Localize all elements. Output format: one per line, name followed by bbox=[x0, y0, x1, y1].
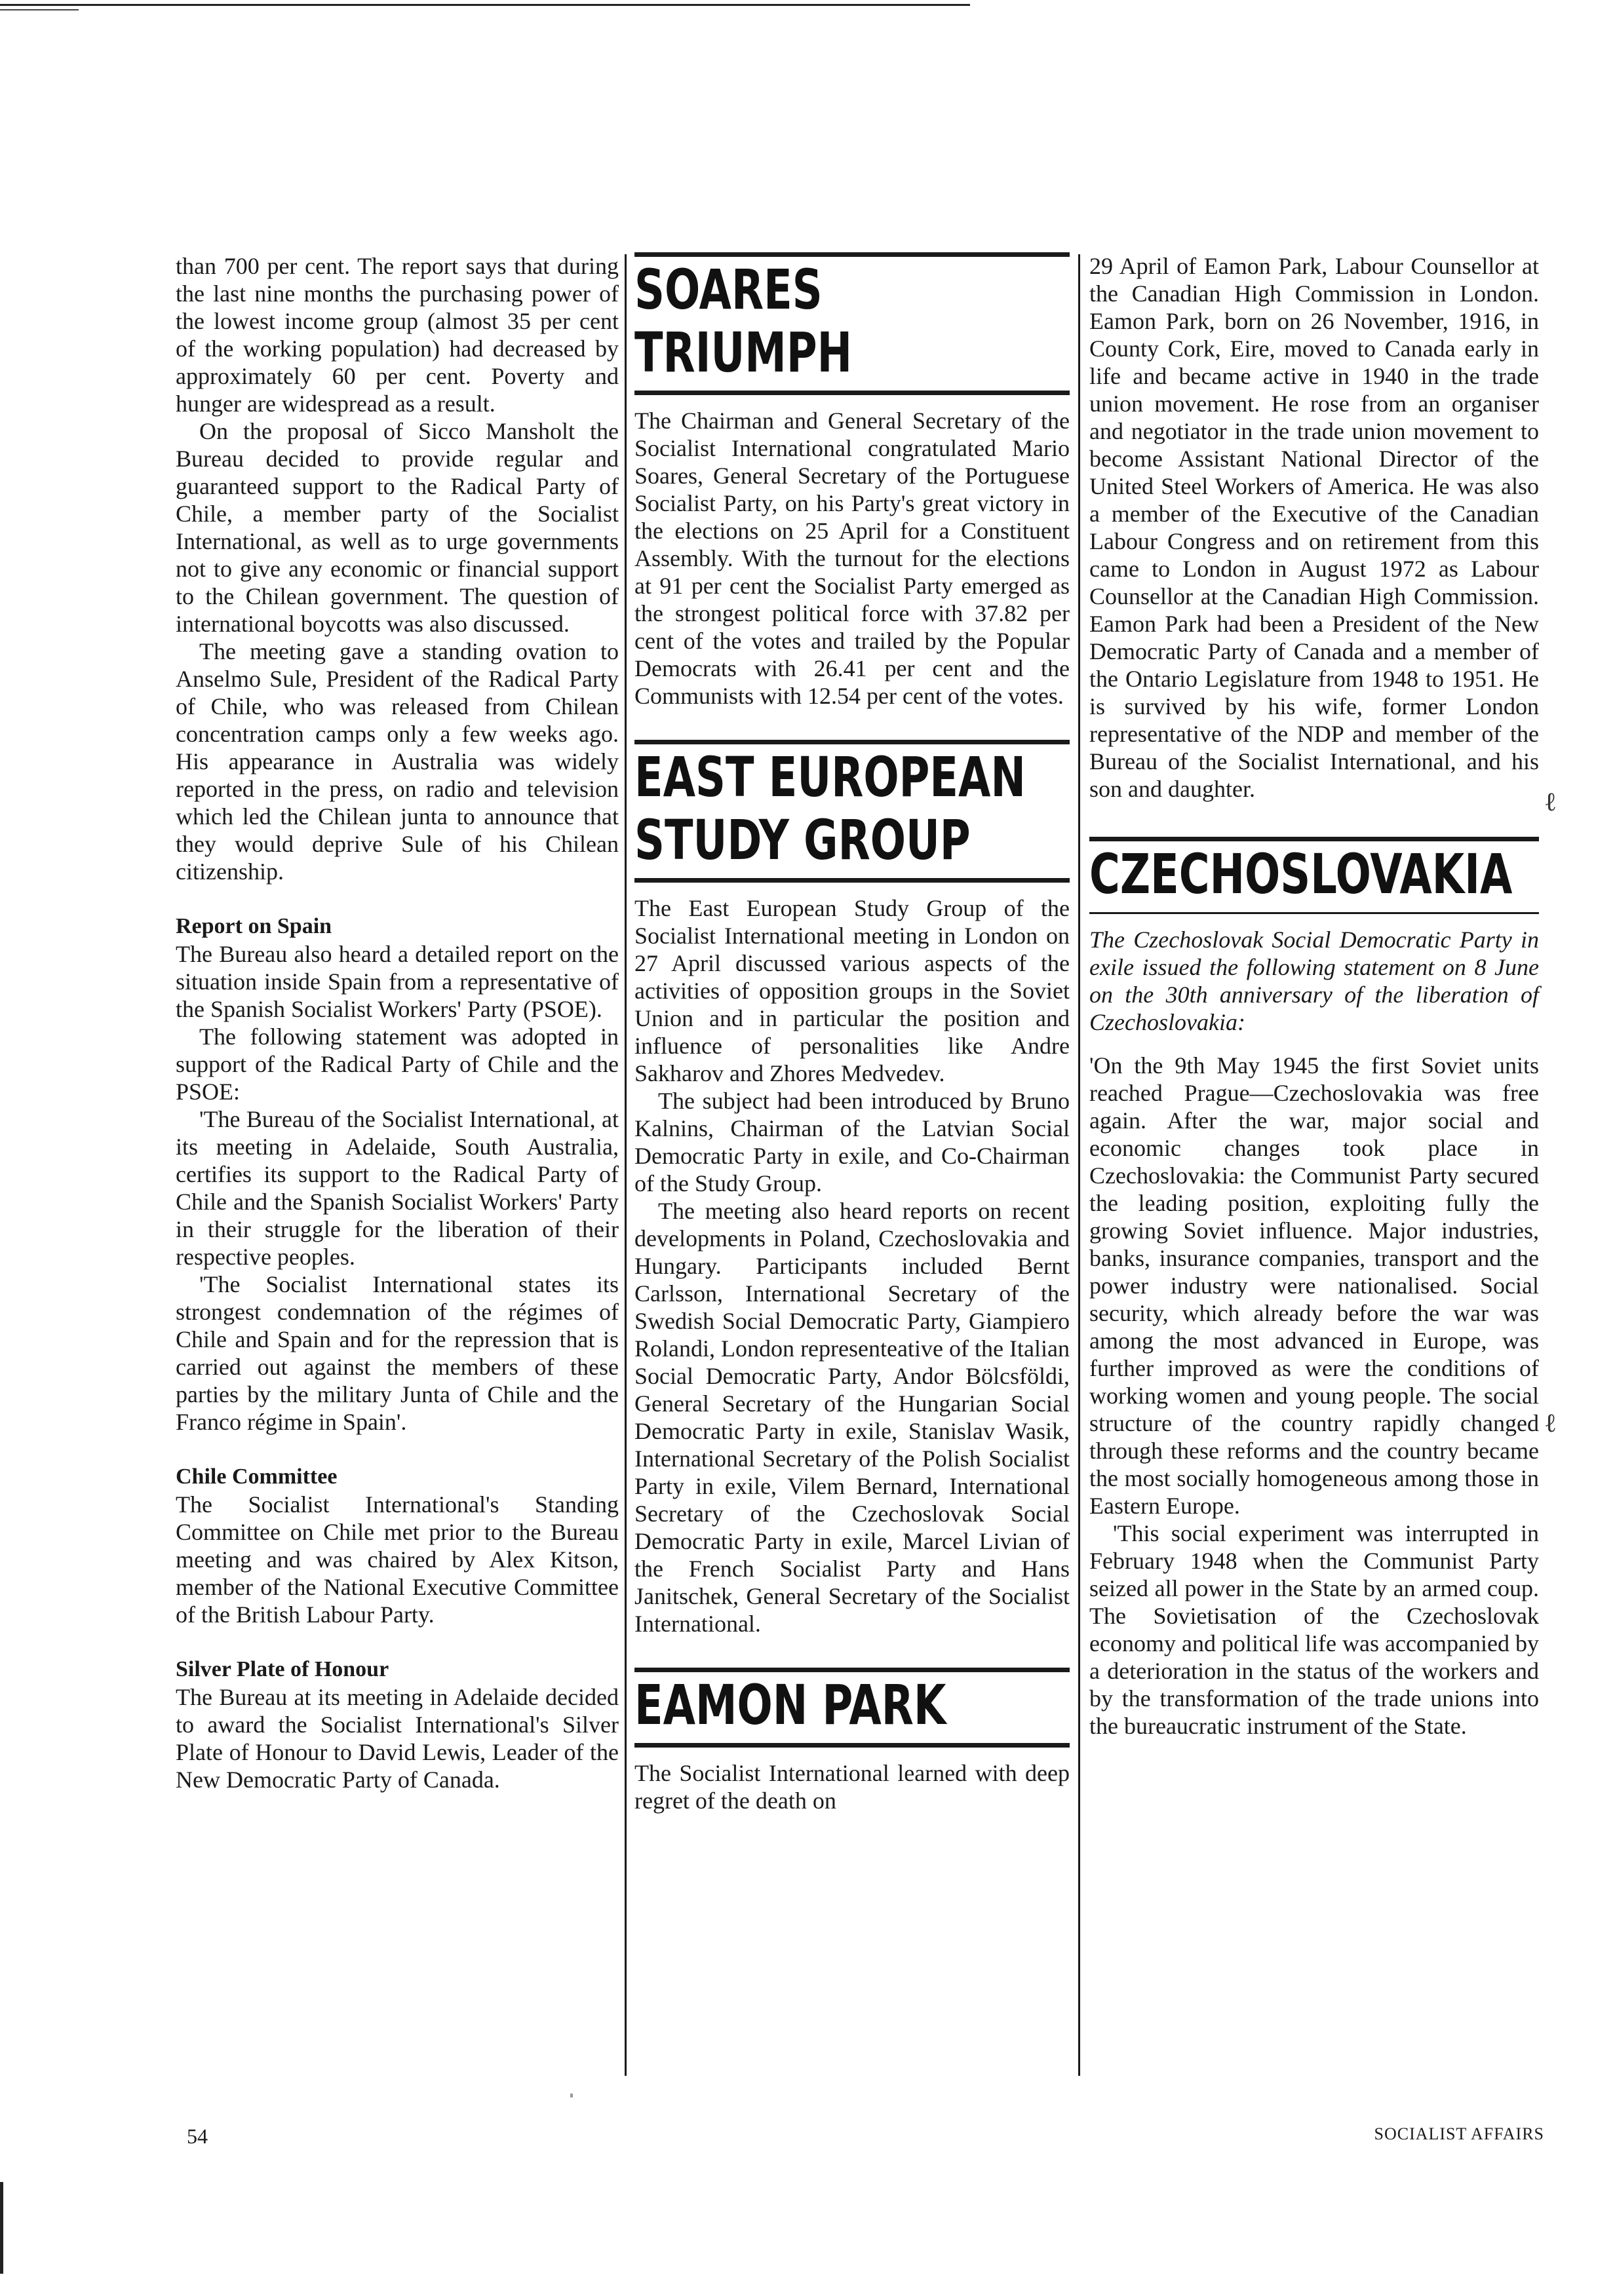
article-header-eamon-park bbox=[634, 1668, 1070, 1748]
margin-annotation-mark: ℓ bbox=[1546, 1408, 1555, 1438]
scan-speck bbox=[570, 2094, 573, 2097]
headline-rule-top bbox=[634, 740, 1070, 744]
article-header-czechoslovakia bbox=[1089, 837, 1539, 914]
headline-east-european-line2: STUDY GROUP bbox=[634, 808, 971, 872]
body-paragraph: The following statement was adopted in support of the Radical Party of Chile and the PSOE: bbox=[176, 1024, 619, 1105]
quoted-statement: 'This social experiment was interrupted in February 1948 when the Communist Party seized all power in the State by an armed coup. The Sovietisation of the Czechoslovak economy and political life was accompanied by a deterioration in the status of the workers and by the transformation of the trade unions into the bureaucratic instrument of the State. bbox=[1089, 1520, 1539, 1739]
margin-annotation-mark: ℓ bbox=[1546, 787, 1555, 816]
quoted-statement: 'The Bureau of the Socialist International, at its meeting in Adelaide, South Australia, certifies its support to the Radical Party of Chile and the Spanish Socialist Workers' Party in their struggle for the liberation of their respective peoples. bbox=[176, 1106, 619, 1270]
headline-rule-bottom bbox=[634, 391, 1070, 395]
body-paragraph: The East European Study Group of the Socialist International meeting in London on 27 April discussed various aspects of the activities of opposition groups in the Soviet Union and in particular the position and influence of personalities like Andre Sakharov and Zhores Medvedev. bbox=[634, 895, 1070, 1086]
body-paragraph: The meeting also heard reports on recent developments in Poland, Czechoslovakia and Hungary. Participants included Bernt Carlsson, International Secretary of the Swedish Social Democratic Party, Giampiero Rolandi, London representeative of the Italian Social Democratic Party, Andor Bölcsföldi, General Secretary of the Hungarian Social Democratic Party in exile, Stanislav Wasik, International Secretary of the Polish Socialist Party in exile, Vilem Bernard, International Secretary of the Czechoslovak Social Democratic Party in exile, Marcel Livian of the French Socialist Party and Hans Janitschek, General Secretary of the Socialist International. bbox=[634, 1198, 1070, 1637]
body-paragraph: The Bureau at its meeting in Adelaide decided to award the Socialist International's Silver Plate of Honour to David Lewis, Leader of the New Democratic Party of Canada. bbox=[176, 1684, 619, 1793]
page-number: 54 bbox=[187, 2124, 208, 2148]
scan-edge-mark bbox=[0, 2182, 3, 2274]
headline-rule-bottom bbox=[634, 1743, 1070, 1748]
column-right bbox=[1089, 252, 1539, 1740]
subheading-silver-plate: Silver Plate of Honour bbox=[176, 1657, 389, 1681]
scan-edge-line bbox=[0, 4, 970, 6]
body-paragraph: On the proposal of Sicco Mansholt the Bureau decided to provide regular and guaranteed support to the Radical Party of Chile, a member party of the Socialist International, as well as to urge governments not to give any economic or financial support to the Chilean government. The question of international boycotts was also discussed. bbox=[176, 418, 619, 637]
column-middle bbox=[634, 252, 1070, 1814]
body-paragraph: The subject had been introduced by Bruno Kalnins, Chairman of the Latvian Social Democratic Party in exile, and Co-Chairman of the Study Group. bbox=[634, 1088, 1070, 1196]
body-paragraph: 29 April of Eamon Park, Labour Counsellor at the Canadian High Commission in London. Eamon Park, born on 26 November, 1916, in County Cork, Eire, moved to Canada early in life and became active in 1940 in the trade union movement. He rose from an organiser and negotiator in the trade union movement to become Assistant National Director of the United Steel Workers of America. He was also a member of the Executive of the Canadian Labour Congress and on retirement from this came to London in August 1972 as Labour Counsellor at the Canadian High Commission. Eamon Park had been a President of the New Democratic Party of Canada and a member of the Ontario Legislature from 1948 to 1951. He is survived by his wife, former London representative of the NDP and member of the Bureau of the Socialist International, and his son and daughter. bbox=[1089, 253, 1539, 802]
headline-rule-top bbox=[1089, 837, 1539, 841]
column-divider-1 bbox=[625, 254, 627, 2076]
column-divider-2 bbox=[1078, 254, 1080, 2076]
headline-soares-line1: SOARES bbox=[634, 258, 823, 322]
headline-rule-top bbox=[634, 1668, 1070, 1672]
publication-title: SOCIALIST AFFAIRS bbox=[1374, 2124, 1544, 2143]
headline-rule-top bbox=[634, 252, 1070, 257]
body-paragraph: than 700 per cent. The report says that during the last nine months the purchasing power of the lowest income group (almost 35 per cent of the working population) had decreased by approximately 60 per cent. Poverty and hunger are widespread as a result. bbox=[176, 253, 619, 417]
intro-paragraph: The Czechoslovak Social Democratic Party in exile issued the following statement on 8 June on the 30th anniversary of the liberation of Czechoslovakia: bbox=[1089, 927, 1539, 1035]
article-header-east-european bbox=[634, 740, 1070, 883]
headline-eamon-park: EAMON PARK bbox=[634, 1673, 946, 1737]
scan-edge-line-short bbox=[0, 9, 79, 10]
headline-soares-line2: TRIUMPH bbox=[634, 320, 853, 385]
body-paragraph: The meeting gave a standing ovation to Anselmo Sule, President of the Radical Party of Chile, who was released from Chilean concentration camps only a few weeks ago. His appearance in Australia was widely reported in the press, on radio and television which led the Chilean junta to announce that they would deprive Sule of his Chilean citizenship. bbox=[176, 638, 619, 885]
body-paragraph: The Bureau also heard a detailed report on the situation inside Spain from a representative of the Spanish Socialist Workers' Party (PSOE). bbox=[176, 941, 619, 1022]
subheading-report-on-spain: Report on Spain bbox=[176, 914, 332, 938]
headline-rule-bottom bbox=[634, 878, 1070, 883]
headline-czechoslovakia: CZECHOSLOVAKIA bbox=[1089, 842, 1513, 906]
body-paragraph: The Chairman and General Secretary of the Socialist International congratulated Mario Soares, General Secretary of the Portuguese Socialist Party, on his Party's great victory in the elections on 25 April for a Constituent Assembly. With the turnout for the elections at 91 per cent the Socialist Party emerged as the strongest political force with 37.82 per cent of the votes and trailed by the Popular Democrats with 26.41 per cent and the Communists with 12.54 per cent of the votes. bbox=[634, 408, 1070, 709]
headline-rule-bottom bbox=[1089, 912, 1539, 914]
column-left bbox=[176, 252, 619, 1793]
body-paragraph: The Socialist International's Standing Committee on Chile met prior to the Bureau meeting and was chaired by Alex Kitson, member of the National Executive Committee of the British Labour Party. bbox=[176, 1491, 619, 1628]
subheading-chile-committee: Chile Committee bbox=[176, 1464, 338, 1489]
headline-east-european-line1: EAST EUROPEAN bbox=[634, 745, 1026, 809]
body-paragraph: The Socialist International learned with deep regret of the death on bbox=[634, 1760, 1070, 1814]
quoted-statement: 'The Socialist International states its strongest condemnation of the régimes of Chile and Spain and for the repression that is carried out against the members of these parties by the military Junta of Chile and the Franco régime in Spain'. bbox=[176, 1271, 619, 1435]
article-header-soares bbox=[634, 252, 1070, 395]
quoted-statement: 'On the 9th May 1945 the first Soviet units reached Prague—Czechoslovakia was free again. After the war, major social and economic changes took place in Czechoslovakia: the Communist Party secured the leading position, exploiting fully the growing Soviet influence. Major industries, banks, insurance companies, transport and the power industry were nationalised. Social security, which already before the war was among the most advanced in Europe, was further improved as were the conditions of working women and young people. The social structure of the country rapidly changed through these reforms and the country became the most socially homogeneous among those in Eastern Europe. bbox=[1089, 1052, 1539, 1519]
